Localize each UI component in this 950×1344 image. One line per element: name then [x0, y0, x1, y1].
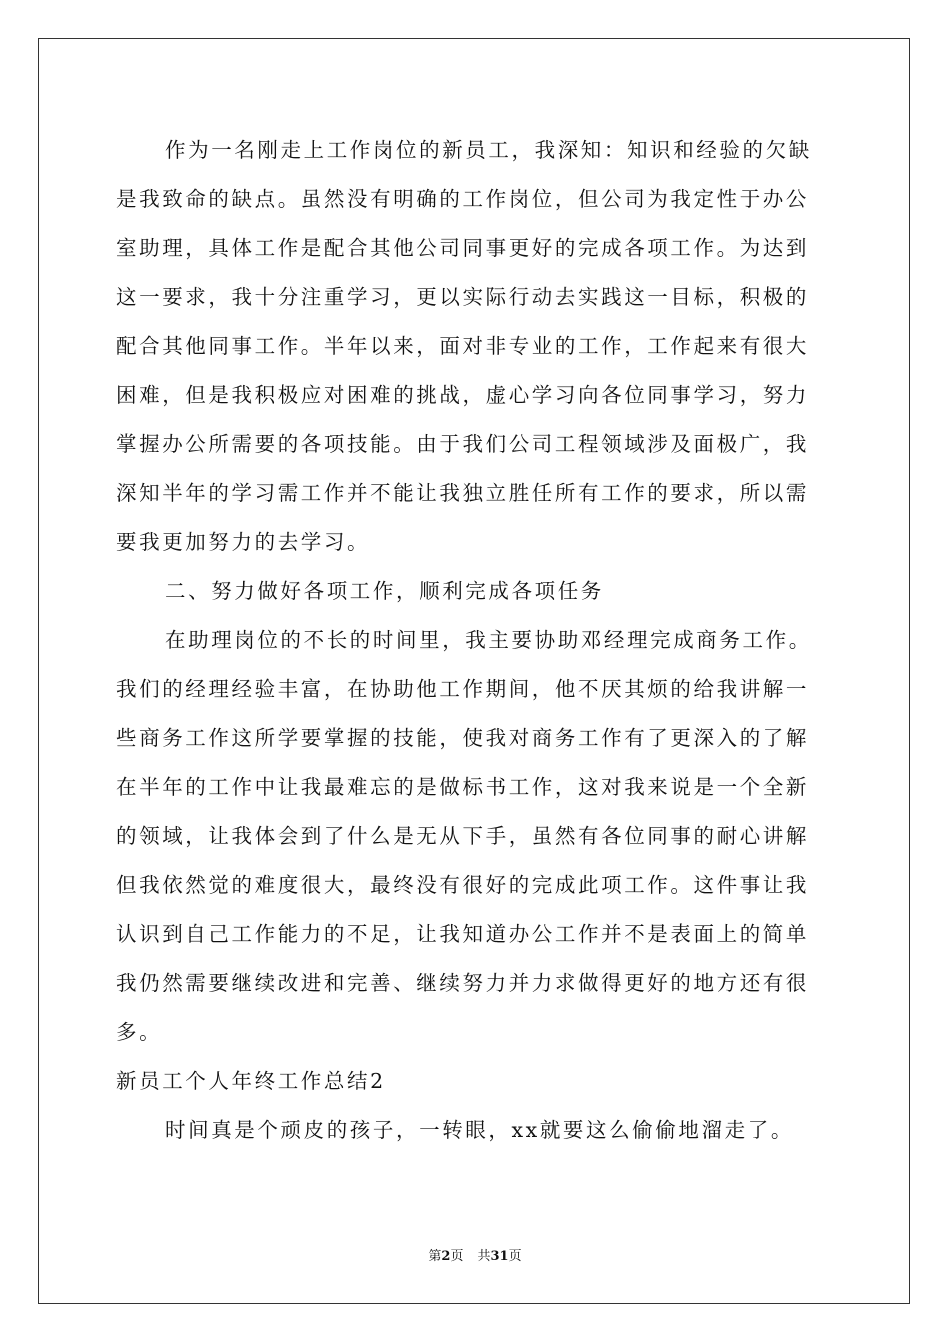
- paragraph-line: 多。: [116, 1020, 163, 1044]
- paragraph-line: 在半年的工作中让我最难忘的是做标书工作，这对我来说是一个全新: [116, 775, 809, 799]
- page-suffix: 页: [450, 1249, 464, 1264]
- total-suffix: 页: [508, 1249, 522, 1264]
- paragraph-line: 认识到自己工作能力的不足，让我知道办公工作并不是表面上的简单: [116, 922, 809, 946]
- page-prefix: 第: [428, 1249, 442, 1264]
- paragraph-line: 深知半年的学习需工作并不能让我独立胜任所有工作的要求，所以需: [116, 481, 809, 505]
- page-number: 2: [441, 1249, 451, 1264]
- page-footer: [0, 1245, 950, 1264]
- paragraph-line: 掌握办公所需要的各项技能。由于我们公司工程领域涉及面极广，我: [116, 432, 809, 456]
- paragraph-line: 些商务工作这所学要掌握的技能，使我对商务工作有了更深入的了解: [116, 726, 809, 750]
- paragraph-line: 的领域，让我体会到了什么是无从下手，虽然有各位同事的耐心讲解: [116, 824, 809, 848]
- paragraph-line: 要我更加努力的去学习。: [116, 530, 371, 554]
- paragraph-line: 这一要求，我十分注重学习，更以实际行动去实践这一目标，积极的: [116, 285, 809, 309]
- paragraph-line: 在助理岗位的不长的时间里，我主要协助邓经理完成商务工作。: [165, 628, 812, 652]
- total-pages: 31: [490, 1249, 509, 1264]
- paragraph-line: 但我依然觉的难度很大，最终没有很好的完成此项工作。这件事让我: [116, 873, 809, 897]
- document-body: [116, 126, 836, 1155]
- paragraph-line: 时间真是个顽皮的孩子，一转眼，xx就要这么偷偷地溜走了。: [165, 1118, 794, 1142]
- paragraph-line: 我们的经理经验丰富，在协助他工作期间，他不厌其烦的给我讲解一: [116, 677, 809, 701]
- paragraph-line: 室助理，具体工作是配合其他公司同事更好的完成各项工作。为达到: [116, 236, 809, 260]
- total-prefix: 共: [477, 1249, 491, 1264]
- document-title: 新员工个人年终工作总结2: [116, 1069, 386, 1093]
- paragraph-line: 我仍然需要继续改进和完善、继续努力并力求做得更好的地方还有很: [116, 971, 809, 995]
- paragraph-line: 是我致命的缺点。虽然没有明确的工作岗位，但公司为我定性于办公: [116, 187, 809, 211]
- paragraph-line: 作为一名刚走上工作岗位的新员工，我深知：知识和经验的欠缺: [165, 138, 812, 162]
- section-heading: 二、努力做好各项工作，顺利完成各项任务: [165, 579, 604, 603]
- paragraph-line: 配合其他同事工作。半年以来，面对非专业的工作，工作起来有很大: [116, 334, 809, 358]
- paragraph-line: 困难，但是我积极应对困难的挑战，虚心学习向各位同事学习，努力: [116, 383, 809, 407]
